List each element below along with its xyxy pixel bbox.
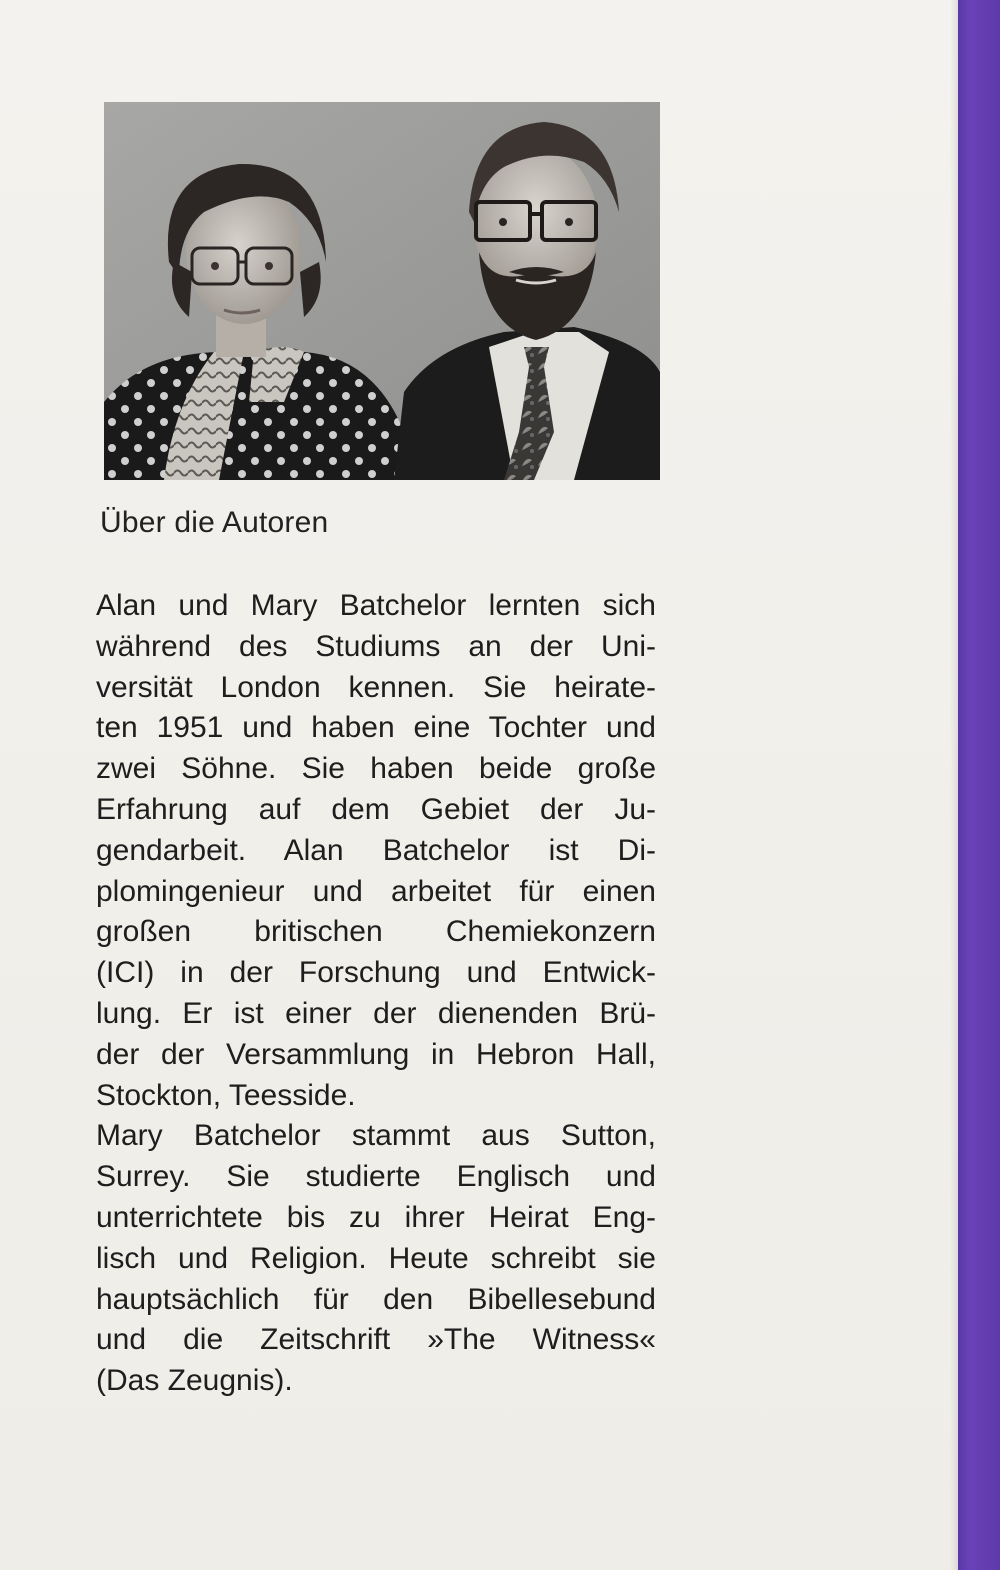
bio-line: Erfahrung auf dem Gebiet der Ju- xyxy=(96,792,656,826)
bio-line: lisch und Religion. Heute schreibt sie xyxy=(96,1241,656,1275)
page-edge-shadow xyxy=(950,0,958,1570)
purple-cover-spine xyxy=(958,0,1000,1570)
section-caption: Über die Autoren xyxy=(100,506,329,539)
bio-line: Alan und Mary Batchelor lernten sich xyxy=(96,589,656,622)
bio-line: Mary Batchelor stammt aus Sutton, xyxy=(96,1119,656,1153)
bio-line: plomingenieur und arbeitet für einen xyxy=(96,874,656,908)
bio-line: ten 1951 und haben eine Tochter und xyxy=(96,711,656,745)
bio-line: (ICI) in der Forschung und Entwick- xyxy=(96,956,656,990)
bio-line: großen britischen Chemiekonzern xyxy=(96,915,656,949)
bio-line: lung. Er ist einer der dienenden Brü- xyxy=(96,996,656,1030)
bio-line: der der Versammlung in Hebron Hall, xyxy=(96,1037,656,1071)
bio-line: versität London kennen. Sie heirate- xyxy=(96,670,656,704)
bio-line: während des Studiums an der Uni- xyxy=(96,629,656,663)
author-biography xyxy=(96,586,656,1402)
bio-line: gendarbeit. Alan Batchelor ist Di- xyxy=(96,833,656,867)
bio-line: Stockton, Teesside. xyxy=(96,1078,356,1112)
bio-line: (Das Zeugnis). xyxy=(96,1364,293,1398)
author-photo xyxy=(104,102,660,480)
bio-line: und die Zeitschrift »The Witness« xyxy=(96,1323,656,1357)
bio-line: hauptsächlich für den Bibellesebund xyxy=(96,1282,656,1316)
bio-line: unterrichtete bis zu ihrer Heirat Eng- xyxy=(96,1200,656,1234)
bio-line: Surrey. Sie studierte Englisch und xyxy=(96,1160,656,1194)
bio-line: zwei Söhne. Sie haben beide große xyxy=(96,752,656,786)
